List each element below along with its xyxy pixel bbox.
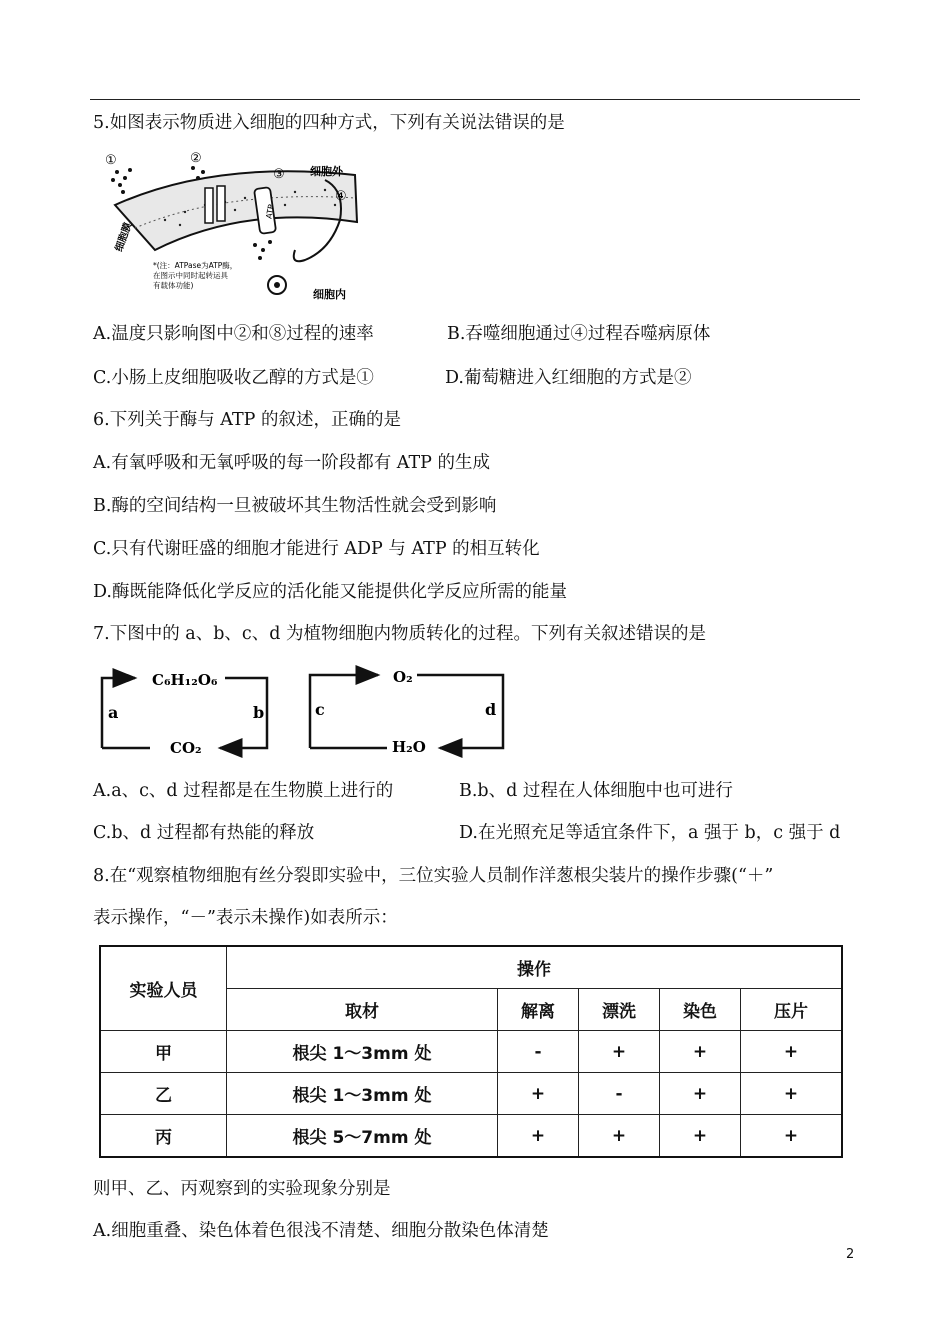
marker-2: ② <box>190 151 202 166</box>
row-person: 乙 <box>100 1073 227 1115</box>
q5-option-b: B.吞噬细胞通过④过程吞噬病原体 <box>447 324 711 344</box>
q6-option-c: C.只有代谢旺盛的细胞才能进行 ADP 与 ATP 的相互转化 <box>93 539 540 559</box>
label-d: d <box>485 700 497 719</box>
label-inside: 细胞内 <box>313 288 346 301</box>
note-2: 在图示中同时起转运具 <box>153 271 228 280</box>
row-val: + <box>660 1031 741 1073</box>
col-stain: 染色 <box>660 989 741 1031</box>
atp-label: ATP <box>264 203 276 220</box>
label-b: b <box>253 703 265 722</box>
header-rule <box>90 99 860 100</box>
label-membrane: 细胞膜 <box>113 221 135 254</box>
q8-operations-table <box>99 945 843 1158</box>
q7-option-d: D.在光照充足等适宜条件下，a 强于 b，c 强于 d <box>459 823 841 843</box>
q8-stem-2: 表示操作，“－”表示未操作)如表所示： <box>93 908 398 928</box>
row-val: - <box>498 1031 579 1073</box>
q5-option-d: D.葡萄糖进入红细胞的方式是② <box>445 368 692 388</box>
q7-option-a: A.a、c、d 过程都是在生物膜上进行的 <box>93 781 394 801</box>
row-person: 甲 <box>100 1031 227 1073</box>
col-dissociation: 解离 <box>498 989 579 1031</box>
right-top-label: O₂ <box>393 668 413 686</box>
row-person: 丙 <box>100 1115 227 1158</box>
q7-option-b: B.b、d 过程在人体细胞中也可进行 <box>459 781 733 801</box>
header-ops: 操作 <box>227 946 843 989</box>
marker-3: ③ <box>273 167 285 182</box>
row-val: + <box>660 1115 741 1158</box>
row-val: + <box>498 1115 579 1158</box>
table-row <box>100 1115 842 1158</box>
marker-1: ① <box>105 153 117 168</box>
col-rinse: 漂洗 <box>579 989 660 1031</box>
q6-option-a: A.有氧呼吸和无氧呼吸的每一阶段都有 ATP 的生成 <box>93 453 490 473</box>
page-number: 2 <box>846 1247 855 1262</box>
row-val: + <box>498 1073 579 1115</box>
q8-followup: 则甲、乙、丙观察到的实验现象分别是 <box>93 1179 391 1199</box>
header-person: 实验人员 <box>100 946 227 1031</box>
row-material: 根尖 5～7mm 处 <box>227 1115 498 1158</box>
q5-stem: 5.如图表示物质进入细胞的四种方式，下列有关说法错误的是 <box>93 113 565 133</box>
label-c: c <box>315 700 325 719</box>
label-outside: 细胞外 <box>310 165 343 178</box>
row-val: + <box>741 1031 843 1073</box>
q6-option-d: D.酶既能降低化学反应的活化能又能提供化学反应所需的能量 <box>93 582 567 602</box>
row-val: + <box>741 1073 843 1115</box>
row-val: - <box>579 1073 660 1115</box>
left-bottom-label: CO₂ <box>170 739 202 757</box>
note-1: *(注：ATPase为ATP酶， <box>153 261 238 270</box>
q7-cycle-diagram <box>95 663 515 758</box>
q8-option-a: A.细胞重叠、染色体着色很浅不清楚、细胞分散染色体清楚 <box>93 1221 549 1241</box>
note-3: 有载体功能) <box>153 281 194 290</box>
row-val: + <box>579 1031 660 1073</box>
q7-stem: 7.下图中的 a、b、c、d 为植物细胞内物质转化的过程。下列有关叙述错误的是 <box>93 624 706 644</box>
left-top-label: C₆H₁₂O₆ <box>152 671 218 689</box>
marker-4: ④ <box>335 189 347 204</box>
q6-stem: 6.下列关于酶与 ATP 的叙述，正确的是 <box>93 410 401 430</box>
row-val: + <box>579 1115 660 1158</box>
row-material: 根尖 1～3mm 处 <box>227 1031 498 1073</box>
q6-option-b: B.酶的空间结构一旦被破坏其生物活性就会受到影响 <box>93 496 497 516</box>
table-row <box>100 1031 842 1073</box>
q5-option-a: A.温度只影响图中②和⑧过程的速率 <box>93 324 374 344</box>
q7-option-c: C.b、d 过程都有热能的释放 <box>93 823 315 843</box>
table-row <box>100 1073 842 1115</box>
col-press: 压片 <box>741 989 843 1031</box>
q5-option-c: C.小肠上皮细胞吸收乙醇的方式是① <box>93 368 374 388</box>
q8-stem-1: 8.在“观察植物细胞有丝分裂即实验中，三位实验人员制作洋葱根尖装片的操作步骤(“＋” <box>93 866 774 886</box>
row-material: 根尖 1～3mm 处 <box>227 1073 498 1115</box>
col-material: 取材 <box>227 989 498 1031</box>
row-val: + <box>741 1115 843 1158</box>
row-val: + <box>660 1073 741 1115</box>
right-bottom-label: H₂O <box>392 738 426 756</box>
label-a: a <box>108 703 119 722</box>
q5-membrane-figure <box>95 150 370 305</box>
